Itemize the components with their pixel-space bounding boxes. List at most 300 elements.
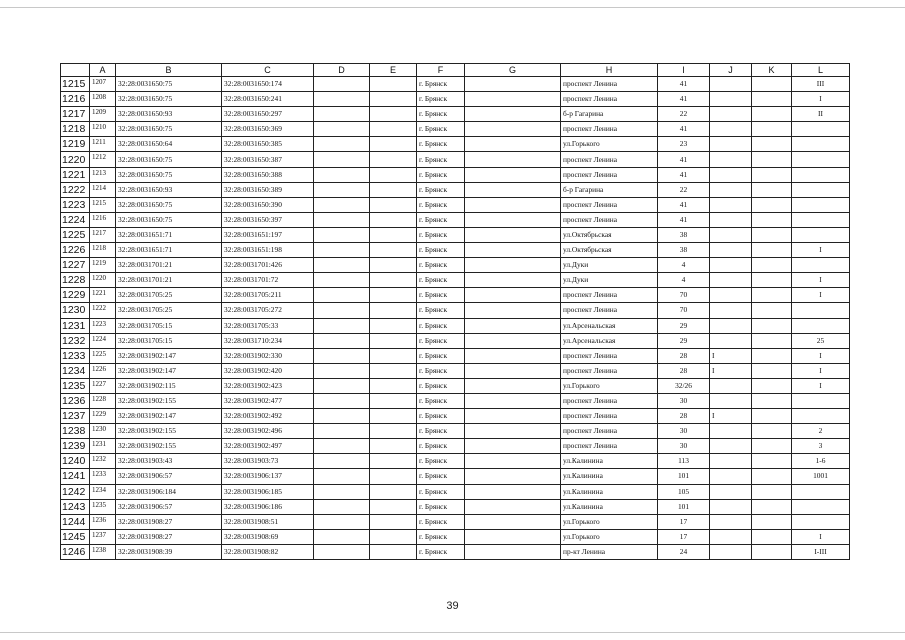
cell-b: 32:28:0031650:75 (116, 212, 222, 227)
cell-j (710, 137, 752, 152)
cell-e (370, 348, 417, 363)
cell-b: 32:28:0031906:184 (116, 484, 222, 499)
cell-a: 1234 (90, 484, 116, 499)
table-row (61, 439, 850, 454)
cell-f: г. Брянск (417, 182, 465, 197)
cell-l: I (792, 92, 850, 107)
cell-j (710, 454, 752, 469)
cell-d (314, 529, 370, 544)
cell-e (370, 182, 417, 197)
cell-f: г. Брянск (417, 348, 465, 363)
cell-b: 32:28:0031908:27 (116, 529, 222, 544)
cell-d (314, 303, 370, 318)
cell-h: ул.Горького (561, 514, 658, 529)
cell-k (752, 77, 792, 92)
cell-j (710, 122, 752, 137)
row-number: 1227 (61, 258, 90, 273)
cell-d (314, 197, 370, 212)
cell-i: 41 (658, 152, 710, 167)
corner-cell (61, 64, 90, 77)
cell-l: 3 (792, 439, 850, 454)
cell-l (792, 122, 850, 137)
cell-i: 70 (658, 288, 710, 303)
cell-a: 1236 (90, 514, 116, 529)
cell-c: 32:28:0031908:69 (222, 529, 314, 544)
cell-k (752, 122, 792, 137)
cell-a: 1227 (90, 378, 116, 393)
cell-e (370, 363, 417, 378)
cell-h: проспект Ленина (561, 439, 658, 454)
cell-i: 28 (658, 348, 710, 363)
cell-b: 32:28:0031650:75 (116, 77, 222, 92)
table-row (61, 258, 850, 273)
row-number: 1238 (61, 424, 90, 439)
cell-h: ул.Горького (561, 378, 658, 393)
cell-d (314, 182, 370, 197)
cell-b: 32:28:0031902:115 (116, 378, 222, 393)
cell-i: 38 (658, 243, 710, 258)
cell-a: 1232 (90, 454, 116, 469)
cell-e (370, 152, 417, 167)
cell-a: 1213 (90, 167, 116, 182)
cell-e (370, 439, 417, 454)
cell-k (752, 439, 792, 454)
scan-border-top (0, 7, 905, 8)
cell-l: I (792, 273, 850, 288)
cell-c: 32:28:0031701:72 (222, 273, 314, 288)
cell-a: 1221 (90, 288, 116, 303)
cell-f: г. Брянск (417, 363, 465, 378)
column-header-d: D (314, 64, 370, 77)
cell-i: 4 (658, 258, 710, 273)
table-row (61, 107, 850, 122)
cell-f: г. Брянск (417, 273, 465, 288)
cell-d (314, 333, 370, 348)
row-number: 1222 (61, 182, 90, 197)
cell-e (370, 77, 417, 92)
cell-g (465, 92, 561, 107)
cell-e (370, 227, 417, 242)
cell-c: 32:28:0031650:385 (222, 137, 314, 152)
cell-i: 30 (658, 424, 710, 439)
cell-i: 32/26 (658, 378, 710, 393)
cell-e (370, 137, 417, 152)
cell-e (370, 409, 417, 424)
cell-k (752, 227, 792, 242)
table-body (61, 77, 850, 560)
cell-d (314, 137, 370, 152)
cell-k (752, 469, 792, 484)
cell-i: 113 (658, 454, 710, 469)
page-number: 39 (446, 600, 459, 612)
cell-b: 32:28:0031701:21 (116, 258, 222, 273)
cell-h: б-р Гагарина (561, 182, 658, 197)
cell-b: 32:28:0031650:75 (116, 167, 222, 182)
cell-k (752, 514, 792, 529)
cell-c: 32:28:0031651:198 (222, 243, 314, 258)
cell-h: пр-кт Ленина (561, 544, 658, 559)
cell-k (752, 303, 792, 318)
cell-k (752, 318, 792, 333)
cell-d (314, 288, 370, 303)
cell-k (752, 137, 792, 152)
cell-l: I (792, 243, 850, 258)
row-number: 1243 (61, 499, 90, 514)
row-number: 1219 (61, 137, 90, 152)
cell-h: проспект Ленина (561, 303, 658, 318)
column-header-row (61, 64, 850, 77)
cell-k (752, 258, 792, 273)
cell-l (792, 137, 850, 152)
cell-k (752, 333, 792, 348)
cell-c: 32:28:0031902:330 (222, 348, 314, 363)
row-number: 1231 (61, 318, 90, 333)
row-number: 1226 (61, 243, 90, 258)
cell-k (752, 288, 792, 303)
cell-l (792, 182, 850, 197)
cell-k (752, 454, 792, 469)
cell-b: 32:28:0031902:147 (116, 348, 222, 363)
cell-l: I (792, 288, 850, 303)
cell-j (710, 424, 752, 439)
cell-d (314, 273, 370, 288)
cell-h: проспект Ленина (561, 167, 658, 182)
cell-j (710, 152, 752, 167)
table-row (61, 469, 850, 484)
cell-l (792, 227, 850, 242)
cell-j (710, 243, 752, 258)
cell-g (465, 378, 561, 393)
table-row (61, 167, 850, 182)
row-number: 1229 (61, 288, 90, 303)
column-header-k: K (752, 64, 792, 77)
cell-g (465, 439, 561, 454)
cell-l: 25 (792, 333, 850, 348)
cell-g (465, 499, 561, 514)
cell-d (314, 439, 370, 454)
cell-j (710, 288, 752, 303)
cell-c: 32:28:0031902:496 (222, 424, 314, 439)
cell-b: 32:28:0031902:155 (116, 393, 222, 408)
cell-i: 17 (658, 529, 710, 544)
cell-f: г. Брянск (417, 107, 465, 122)
cell-j: I (710, 363, 752, 378)
cell-b: 32:28:0031908:39 (116, 544, 222, 559)
row-number: 1224 (61, 212, 90, 227)
cell-g (465, 122, 561, 137)
cell-d (314, 122, 370, 137)
cell-g (465, 544, 561, 559)
cell-i: 29 (658, 333, 710, 348)
row-number: 1230 (61, 303, 90, 318)
row-number: 1228 (61, 273, 90, 288)
row-number: 1242 (61, 484, 90, 499)
cell-c: 32:28:0031906:186 (222, 499, 314, 514)
column-header-g: G (465, 64, 561, 77)
cell-b: 32:28:0031705:15 (116, 333, 222, 348)
table-row (61, 92, 850, 107)
cell-c: 32:28:0031701:426 (222, 258, 314, 273)
table-row (61, 273, 850, 288)
cell-i: 41 (658, 92, 710, 107)
cell-i: 105 (658, 484, 710, 499)
cell-b: 32:28:0031651:71 (116, 227, 222, 242)
cell-d (314, 258, 370, 273)
cell-f: г. Брянск (417, 318, 465, 333)
cell-b: 32:28:0031705:15 (116, 318, 222, 333)
row-number: 1220 (61, 152, 90, 167)
cell-b: 32:28:0031902:155 (116, 439, 222, 454)
cell-b: 32:28:0031650:64 (116, 137, 222, 152)
row-number: 1223 (61, 197, 90, 212)
scan-border-bottom (0, 632, 905, 633)
cell-i: 22 (658, 182, 710, 197)
cell-a: 1207 (90, 77, 116, 92)
cell-k (752, 378, 792, 393)
cell-h: проспект Ленина (561, 212, 658, 227)
row-number: 1246 (61, 544, 90, 559)
cell-f: г. Брянск (417, 484, 465, 499)
table-row (61, 454, 850, 469)
cell-g (465, 243, 561, 258)
cell-f: г. Брянск (417, 514, 465, 529)
table-row (61, 484, 850, 499)
cell-i: 101 (658, 499, 710, 514)
cell-c: 32:28:0031650:390 (222, 197, 314, 212)
cell-f: г. Брянск (417, 212, 465, 227)
cell-g (465, 318, 561, 333)
cell-a: 1231 (90, 439, 116, 454)
cell-g (465, 333, 561, 348)
table-row (61, 318, 850, 333)
cell-d (314, 92, 370, 107)
cell-d (314, 484, 370, 499)
cell-g (465, 182, 561, 197)
cell-a: 1233 (90, 469, 116, 484)
cell-k (752, 212, 792, 227)
table-row (61, 152, 850, 167)
cell-g (465, 273, 561, 288)
cell-l: I (792, 348, 850, 363)
cell-e (370, 303, 417, 318)
row-number: 1240 (61, 454, 90, 469)
cell-l (792, 393, 850, 408)
cell-l (792, 318, 850, 333)
cell-e (370, 107, 417, 122)
cell-l: II (792, 107, 850, 122)
column-header-h: H (561, 64, 658, 77)
cell-f: г. Брянск (417, 378, 465, 393)
cell-a: 1217 (90, 227, 116, 242)
cell-j (710, 77, 752, 92)
cell-i: 30 (658, 439, 710, 454)
table-row (61, 122, 850, 137)
cell-c: 32:28:0031650:297 (222, 107, 314, 122)
cell-f: г. Брянск (417, 92, 465, 107)
cell-a: 1215 (90, 197, 116, 212)
table-row (61, 333, 850, 348)
cell-d (314, 212, 370, 227)
cell-j (710, 318, 752, 333)
column-header-l: L (792, 64, 850, 77)
cell-l (792, 167, 850, 182)
cell-e (370, 333, 417, 348)
cell-b: 32:28:0031701:21 (116, 273, 222, 288)
cell-h: ул.Октябрьская (561, 227, 658, 242)
cell-f: г. Брянск (417, 544, 465, 559)
cell-g (465, 167, 561, 182)
cell-d (314, 424, 370, 439)
cell-l (792, 409, 850, 424)
cell-j (710, 273, 752, 288)
cell-a: 1214 (90, 182, 116, 197)
cell-d (314, 514, 370, 529)
cell-b: 32:28:0031908:27 (116, 514, 222, 529)
cell-f: г. Брянск (417, 258, 465, 273)
cell-e (370, 514, 417, 529)
cell-a: 1218 (90, 243, 116, 258)
table-row (61, 197, 850, 212)
cell-l (792, 499, 850, 514)
cell-k (752, 273, 792, 288)
cell-c: 32:28:0031705:33 (222, 318, 314, 333)
cell-g (465, 212, 561, 227)
cell-k (752, 197, 792, 212)
cell-j (710, 303, 752, 318)
cell-f: г. Брянск (417, 333, 465, 348)
cell-c: 32:28:0031902:420 (222, 363, 314, 378)
table-row (61, 393, 850, 408)
cell-f: г. Брянск (417, 409, 465, 424)
table-row (61, 182, 850, 197)
column-header-b: B (116, 64, 222, 77)
row-number: 1236 (61, 393, 90, 408)
cell-d (314, 454, 370, 469)
cell-d (314, 544, 370, 559)
cell-e (370, 424, 417, 439)
cell-e (370, 197, 417, 212)
cell-i: 23 (658, 137, 710, 152)
cell-c: 32:28:0031705:272 (222, 303, 314, 318)
cell-h: проспект Ленина (561, 197, 658, 212)
cell-h: проспект Ленина (561, 409, 658, 424)
cell-h: ул.Горького (561, 137, 658, 152)
column-header-f: F (417, 64, 465, 77)
cell-k (752, 424, 792, 439)
cell-k (752, 182, 792, 197)
cell-b: 32:28:0031906:57 (116, 499, 222, 514)
cell-d (314, 499, 370, 514)
cell-j (710, 333, 752, 348)
cell-b: 32:28:0031650:93 (116, 107, 222, 122)
cell-b: 32:28:0031902:155 (116, 424, 222, 439)
cell-a: 1208 (90, 92, 116, 107)
cell-f: г. Брянск (417, 197, 465, 212)
cell-i: 22 (658, 107, 710, 122)
cell-e (370, 454, 417, 469)
cell-h: б-р Гагарина (561, 107, 658, 122)
cell-l (792, 258, 850, 273)
cell-h: проспект Ленина (561, 424, 658, 439)
cell-g (465, 152, 561, 167)
cell-k (752, 363, 792, 378)
cell-j (710, 544, 752, 559)
cell-h: ул.Калинина (561, 484, 658, 499)
cell-l (792, 152, 850, 167)
cell-f: г. Брянск (417, 454, 465, 469)
cell-g (465, 348, 561, 363)
column-header-c: C (222, 64, 314, 77)
cell-k (752, 544, 792, 559)
row-number: 1235 (61, 378, 90, 393)
row-number: 1232 (61, 333, 90, 348)
cell-b: 32:28:0031705:25 (116, 288, 222, 303)
cell-l: I (792, 529, 850, 544)
cell-d (314, 363, 370, 378)
cell-i: 4 (658, 273, 710, 288)
cell-g (465, 227, 561, 242)
cell-l (792, 303, 850, 318)
cell-f: г. Брянск (417, 167, 465, 182)
cell-d (314, 318, 370, 333)
spreadsheet-table (60, 63, 850, 560)
cell-h: ул.Арсенальская (561, 318, 658, 333)
table-row (61, 348, 850, 363)
cell-a: 1219 (90, 258, 116, 273)
cell-a: 1226 (90, 363, 116, 378)
cell-a: 1229 (90, 409, 116, 424)
row-number: 1233 (61, 348, 90, 363)
cell-b: 32:28:0031650:75 (116, 152, 222, 167)
cell-i: 28 (658, 363, 710, 378)
cell-c: 32:28:0031908:82 (222, 544, 314, 559)
table-row (61, 529, 850, 544)
cell-k (752, 484, 792, 499)
cell-c: 32:28:0031650:387 (222, 152, 314, 167)
cell-f: г. Брянск (417, 303, 465, 318)
cell-i: 41 (658, 122, 710, 137)
cell-d (314, 77, 370, 92)
cell-c: 32:28:0031650:241 (222, 92, 314, 107)
cell-e (370, 212, 417, 227)
cell-h: ул.Калинина (561, 499, 658, 514)
cell-g (465, 484, 561, 499)
cell-c: 32:28:0031710:234 (222, 333, 314, 348)
cell-b: 32:28:0031903:43 (116, 454, 222, 469)
cell-j (710, 258, 752, 273)
cell-e (370, 122, 417, 137)
cell-j (710, 182, 752, 197)
cell-i: 41 (658, 212, 710, 227)
cell-g (465, 409, 561, 424)
cell-j: I (710, 409, 752, 424)
table-row (61, 499, 850, 514)
cell-a: 1211 (90, 137, 116, 152)
cell-g (465, 514, 561, 529)
cell-e (370, 529, 417, 544)
cell-e (370, 258, 417, 273)
cell-l: I (792, 378, 850, 393)
cell-a: 1228 (90, 393, 116, 408)
cell-k (752, 499, 792, 514)
cell-i: 41 (658, 197, 710, 212)
cell-c: 32:28:0031902:497 (222, 439, 314, 454)
cell-k (752, 107, 792, 122)
table-row (61, 424, 850, 439)
cell-j (710, 107, 752, 122)
cell-i: 70 (658, 303, 710, 318)
column-header-j: J (710, 64, 752, 77)
